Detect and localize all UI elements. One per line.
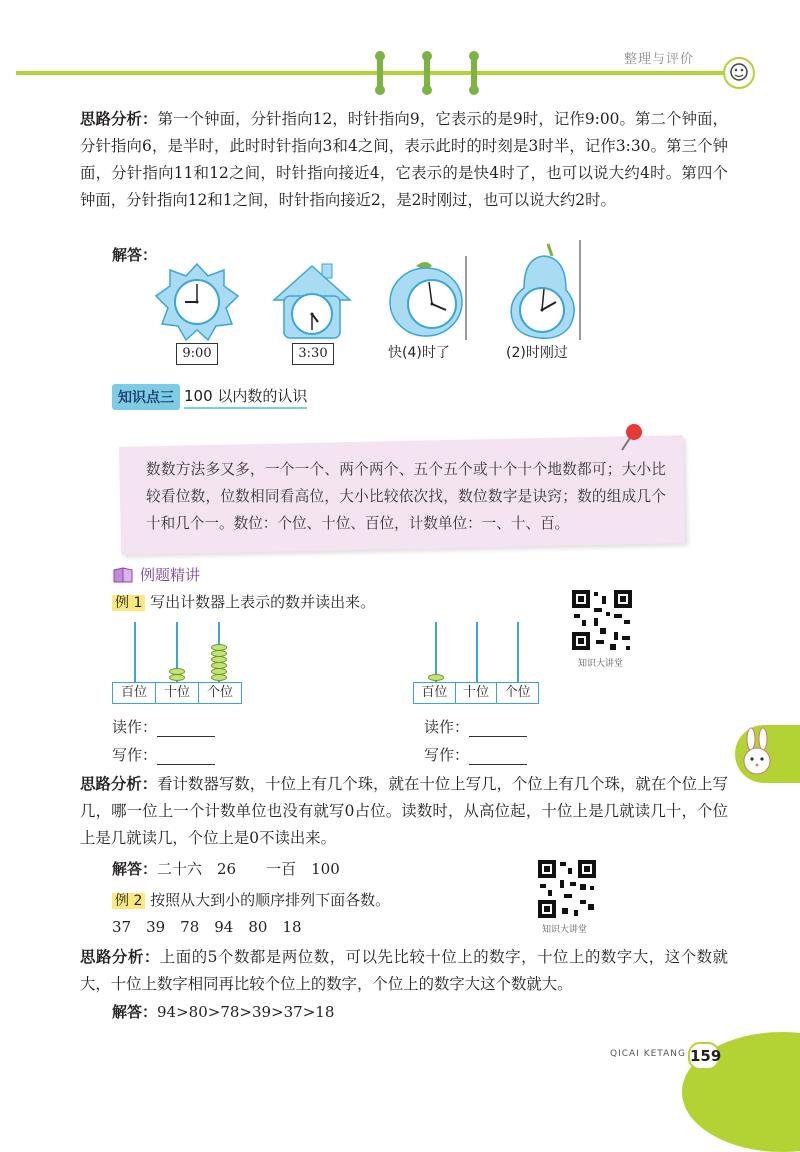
answer-blank[interactable] — [157, 748, 215, 765]
abacus-rod-hundreds — [435, 622, 437, 682]
qr-code[interactable] — [536, 858, 598, 920]
abacus-label: 个位 — [206, 685, 233, 700]
example1-tag: 例 1 — [112, 595, 145, 611]
abacus-bead — [211, 656, 227, 663]
binder-pin — [471, 55, 477, 91]
header-rule — [16, 71, 732, 75]
analysis-label: 思路分析 — [80, 110, 143, 128]
analysis-label: 思路分析 — [80, 775, 142, 793]
house-clock — [270, 260, 354, 342]
binder-pin — [377, 55, 383, 91]
answer-label: 解答： — [112, 246, 158, 264]
write-label: 写作： — [424, 746, 470, 764]
footer-brand: QICAI KETANG — [610, 1049, 686, 1059]
answer-blank[interactable] — [469, 748, 527, 765]
qr-caption: 知识大讲堂 — [578, 659, 624, 669]
abacus-label: 十位 — [156, 683, 199, 703]
clock-answer-text: (2)时刚过 — [506, 345, 568, 361]
read-label: 读作： — [424, 718, 470, 736]
summary-note-text: 数数方法多又多，一个一个、两个两个、五个五个或十个十个地数都可；大小比较看位数，位数相同看高位，大小比较依次找，数位数字是诀窍；数的组成几个十和几个一。数位：个位、十位、百位，计数单位：一、十、百。 — [146, 461, 666, 532]
knowledge-point-title: 100 以内数的认识 — [184, 385, 307, 409]
answer-text: 二十六 26 一百 100 — [157, 860, 340, 878]
abacus-rod-hundreds — [134, 622, 136, 682]
analysis-text: 第一个钟面，分针指向12，时针指向9，它表示的是9时，记作9:00。第二个钟面，分针指向6，是半时，此时时针指向3和4之间，表示此时的时刻是3时半，记作3:30。第三个钟面，分针指向11和12之间，时针指向接近4，它表示的是快4时了，也可以说大约4时。第四个钟面，分针指向12和1之间，时针指向接近2，是2时刚过，也可以说大约2时。 — [80, 110, 728, 209]
abacus-bead — [211, 668, 227, 675]
binder-pin — [424, 55, 430, 91]
book-icon — [112, 566, 136, 584]
clock-answer-box: 3:30 — [292, 343, 334, 365]
sun-clock — [154, 262, 240, 342]
abacus-label: 百位 — [113, 683, 156, 703]
example2-heading — [112, 889, 390, 910]
analysis-text: 上面的5个数都是两位数，可以先比较十位上的数字，十位上的数字大，这个数就大，十位上数字相同再比较个位上的数字，个位上的数字大这个数就大。 — [80, 948, 728, 993]
example2-answer — [112, 1001, 334, 1022]
abacus-label: 个位 — [504, 685, 531, 700]
mascot-icon — [722, 56, 756, 90]
analysis-label: 思路分析 — [80, 948, 144, 966]
abacus-bead — [428, 674, 444, 681]
answer-blank[interactable] — [469, 720, 527, 737]
read-row-right — [424, 716, 527, 737]
example2-numbers: 37 39 78 94 80 18 — [112, 918, 302, 936]
write-label: 写作： — [112, 746, 158, 764]
analysis-text: 看计数器写数，十位上有几个珠，就在十位上写几，个位上有几个珠，就在个位上写几，哪一位上一个计数单位也没有就写0占位。读数时，从高位起，十位上是几就读几十，个位上是几就读几，个位上是0不读出来。 — [80, 775, 728, 847]
clock-answer-box: 9:00 — [176, 343, 218, 365]
read-row-left — [112, 716, 215, 737]
section-title: 例题精讲 — [140, 566, 201, 584]
abacus-label: 百位 — [414, 683, 456, 703]
answer-blank[interactable] — [157, 720, 215, 737]
qr-caption: 知识大讲堂 — [542, 925, 588, 935]
example1-heading — [112, 591, 375, 612]
example1-question: 写出计数器上表示的数并读出来。 — [150, 593, 376, 611]
page-number: 159 — [688, 1042, 720, 1070]
abacus-rod-tens — [476, 622, 478, 682]
abacus-labels-left — [112, 682, 242, 704]
example2-tag: 例 2 — [112, 893, 145, 909]
example1-answer — [112, 858, 340, 879]
write-row-left — [112, 744, 215, 765]
abacus-labels-right — [413, 682, 539, 704]
abacus-rod-ones — [517, 622, 519, 682]
clock-analysis: 思路分析：第一个钟面，分针指向12，时针指向9，它表示的是9时，记作9:00。第二个钟面，分针指向6，是半时，此时时针指向3和4之间，表示此时的时刻是3时半，记作3:30。第三个钟面，分针指向11和12之间，时针指向接近4，它表示的是快4时了，也可以说大约4时。第四个钟面，分针指向12和1之间，时针指向接近2，是2时刚过，也可以说大约2时。 — [80, 110, 728, 209]
example2-question: 按照从大到小的顺序排列下面各数。 — [150, 891, 391, 909]
write-row-right — [424, 744, 527, 765]
header-title: 整理与评价 — [624, 52, 695, 67]
abacus-bead — [169, 668, 185, 675]
abacus-bead — [211, 674, 227, 681]
abacus-bead — [211, 662, 227, 669]
example2-analysis: 思路分析：上面的5个数都是两位数，可以先比较十位上的数字，十位上的数字大，这个数就大，十位上数字相同再比较个位上的数字，个位上的数字大这个数就大。 — [80, 948, 728, 993]
answer-text: 94>80>78>39>37>18 — [157, 1003, 335, 1021]
qr-code[interactable] — [570, 588, 634, 652]
example1-analysis: 思路分析：看计数器写数，十位上有几个珠，就在十位上写几，个位上有几个珠，就在个位上写几，哪一位上一个计数单位也没有就写0占位。读数时，从高位起，十位上是几就读几十，个位上是几就读几，个位上是0不读出来。 — [80, 775, 728, 847]
knowledge-point-tag: 知识点三 — [112, 384, 180, 410]
pear-clock — [504, 240, 584, 342]
knowledge-point-header — [112, 384, 307, 410]
abacus-bead — [211, 644, 227, 651]
read-label: 读作： — [112, 718, 158, 736]
bunny-icon — [740, 727, 774, 781]
answer-label: 解答： — [112, 1003, 158, 1021]
pushpin-icon — [616, 422, 646, 452]
apple-clock — [386, 256, 472, 342]
answer-label: 解答： — [112, 860, 158, 878]
abacus-bead — [169, 674, 185, 681]
clock-answer-text: 快(4)时了 — [388, 345, 450, 361]
abacus-bead — [211, 650, 227, 657]
abacus-label: 十位 — [456, 683, 498, 703]
